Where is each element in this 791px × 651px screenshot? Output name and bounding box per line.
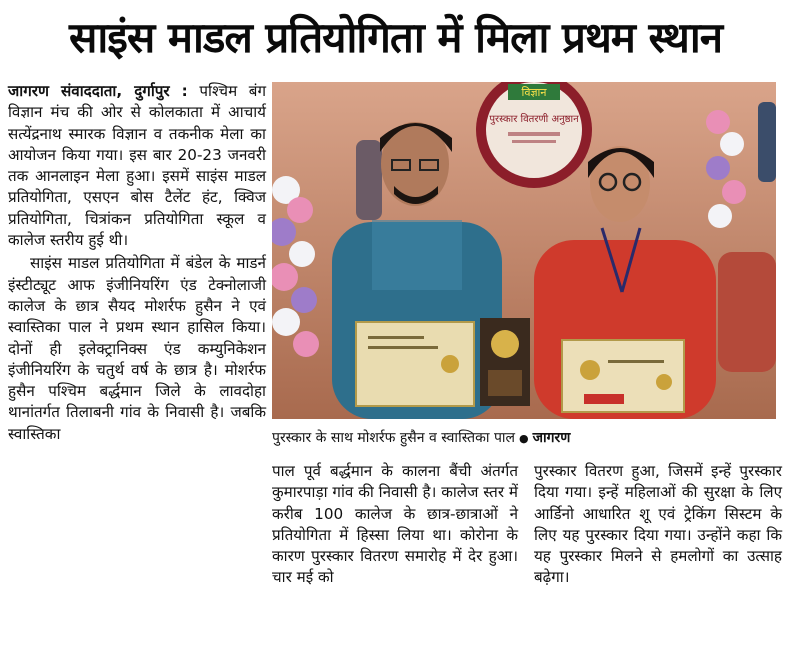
article-column-1 (8, 81, 266, 445)
photo-caption (272, 428, 776, 449)
article-column-3 (534, 461, 782, 589)
paragraph-4: पुरस्कार वितरण हुआ, जिसमें इन्हें पुरस्कार दिया गया। इन्हें महिलाओं की सुरक्षा के लिए आर्डिनो आधारित शू एवं ट्रेकिंग सिस्टम के लिए यह पुरस्कार दिया गया। उन्होंने कहा कि यह पुरस्कार मिलने से हमलोगों का उत्साह बढ़ेगा। (534, 462, 782, 587)
photo-credit: जागरण (532, 430, 571, 446)
article-column-2 (272, 461, 518, 589)
bullet-icon: ● (519, 432, 529, 445)
byline: जागरण संवाददाता, दुर्गापुर : (8, 82, 188, 100)
banner-title: विज्ञान (521, 86, 547, 99)
certificate-left (356, 322, 474, 406)
news-photo (272, 82, 776, 419)
caption-text: पुरस्कार के साथ मोशर्रफ हुसैन व स्वास्तिका पाल (272, 430, 516, 446)
paragraph-3: पाल पूर्व बर्द्धमान के कालना बैंची अंतर्गत कुमारपाड़ा गांव की निवासी है। कालेज स्तर में करीब 100 कालेज के छात्र-छात्राओं ने प्रतियोगिता में हिस्सा लिया था। कोरोना के कारण पुरस्कार वितरण समारोह में देर हुआ। चार मई को (272, 462, 518, 587)
trophy (480, 318, 530, 406)
banner-subtitle: पुरस्कार वितरणी अनुष्ठान (489, 114, 579, 125)
certificate-right (562, 340, 684, 412)
paragraph-1-text: पश्चिम बंग विज्ञान मंच की ओर से कोलकाता में आचार्य सत्येंद्रनाथ स्मारक विज्ञान व तकनीक मेला का आयोजन किया गया। इस बार 20-23 जनवरी तक आनलाइन मेला हुआ। इसमें साइंस माडल प्रतियोगिता, एसएन बोस टैलेंट हंट, क्विज प्रतियोगिता, चित्रांकन प्रतियोगिता स्कूल व कालेज स्तरीय हुई थी। (8, 82, 267, 250)
headline: साइंस माडल प्रतियोगिता में मिला प्रथम स्थान (68, 13, 723, 62)
paragraph-2: साइंस माडल प्रतियोगिता में बंडेल के माडर्न इंस्टीट्यूट आफ इंजीनियरिंग एंड टेक्नोलाजी कालेज के छात्र सैयद मोशर्रफ हुसैन ने एवं स्वास्तिका पाल ने प्रथम स्थान हासिल किया। दोनों ही इलेक्ट्रानिक्स एंड कम्युनिकेशन इंजीनियरिंग के चतुर्थ वर्ष के छात्र है। मोशर्रफ हुसैन पश्चिम बर्द्धमान जिले के लावदोहा थानांतर्गत तिलाबनी गांव के निवासी है। जबकि स्वास्तिका (8, 254, 266, 443)
photo-illustration (272, 82, 776, 419)
paragraph-1 (8, 81, 266, 251)
